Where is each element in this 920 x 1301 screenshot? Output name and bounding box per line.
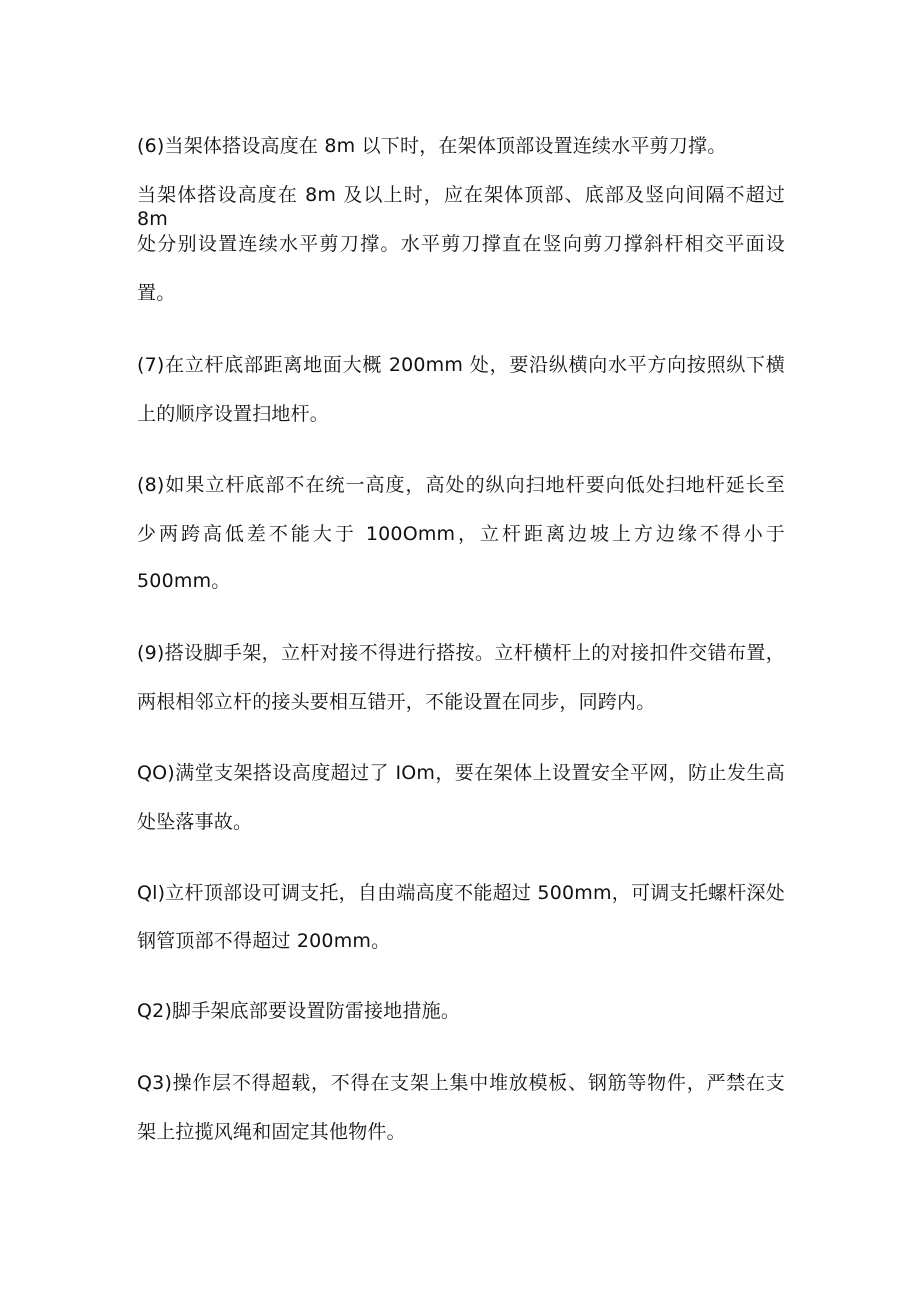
paragraph-10-line-2: 处坠落事故。	[137, 811, 253, 833]
paragraph-13-line-2: 架上拉揽风绳和固定其他物件。	[137, 1121, 406, 1143]
paragraph-8-line-2: 少两跨高低差不能大于 100Omm，立杆距离边坡上方边缘不得小于	[137, 523, 785, 545]
paragraph-8-line-1: (8)如果立杆底部不在统一高度，高处的纵向扫地杆要向低处扫地杆延长至	[137, 474, 785, 496]
paragraph-13-line-1: Q3)操作层不得超载，不得在支架上集中堆放模板、钢筋等物件，严禁在支	[137, 1072, 785, 1094]
paragraph-9-line-1: (9)搭设脚手架，立杆对接不得进行搭按。立杆横杆上的对接扣件交错布置，	[137, 642, 785, 664]
paragraph-7-line-2: 上的顺序设置扫地杆。	[137, 403, 330, 425]
paragraph-9-line-2: 两根相邻立杆的接头要相互错开，不能设置在同步，同跨内。	[137, 691, 656, 713]
paragraph-12-line-1: Q2)脚手架底部要设置防雷接地措施。	[137, 1000, 461, 1022]
paragraph-6b-line-3: 置。	[137, 282, 176, 304]
paragraph-6b-line-1: 当架体搭设高度在 8m 及以上时，应在架体顶部、底部及竖向间隔不超过 8m	[137, 184, 785, 230]
paragraph-6-line-1: (6)当架体搭设高度在 8m 以下时，在架体顶部设置连续水平剪刀撑。	[137, 135, 727, 157]
paragraph-6b-line-2: 处分别设置连续水平剪刀撑。水平剪刀撑直在竖向剪刀撑斜杆相交平面设	[137, 233, 785, 255]
paragraph-11-line-1: Ql)立杆顶部设可调支托，自由端高度不能超过 500mm，可调支托螺杆深处	[137, 882, 785, 904]
paragraph-10-line-1: QO)满堂支架搭设高度超过了 IOm，要在架体上设置安全平网，防止发生高	[137, 762, 785, 784]
paragraph-11-line-2: 钢管顶部不得超过 200mm。	[137, 930, 391, 952]
paragraph-7-line-1: (7)在立杆底部距离地面大概 200mm 处，要沿纵横向水平方向按照纵下横	[137, 354, 785, 376]
paragraph-8-line-3: 500mm。	[137, 570, 231, 592]
